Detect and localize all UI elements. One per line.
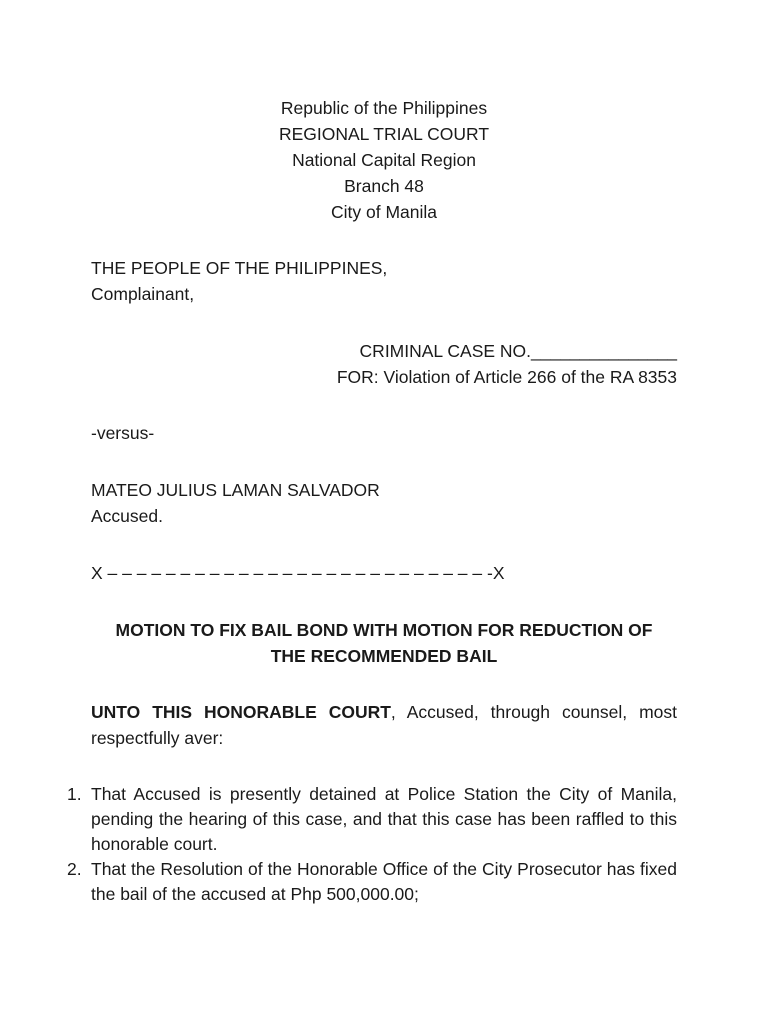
header-city: City of Manila [330,202,437,222]
list-item-number: 1. [67,784,82,804]
list-item-text: That the Resolution of the Honorable Office of the City Prosecutor has fixed the bail of the accused at Php 500,000.00; [91,859,677,904]
intro-text: , Accused, through counsel, most respectfully aver: [91,702,677,748]
list-item [67,857,677,907]
motion-title-line2: THE RECOMMENDED BAIL [270,646,498,666]
accused-role: Accused. [91,506,163,526]
header-court: REGIONAL TRIAL COURT [278,124,490,144]
plaintiff-name: THE PEOPLE OF THE PHILIPPINES, [91,258,388,278]
case-number: CRIMINAL CASE NO._______________ [359,341,677,361]
court-header [0,95,768,225]
list-item-number: 2. [67,859,82,879]
motion-title-line1: MOTION TO FIX BAIL BOND WITH MOTION FOR REDUCTION OF [115,620,653,640]
header-republic: Republic of the Philippines [280,98,488,118]
intro-bold: UNTO THIS HONORABLE COURT [91,702,391,722]
allegations-list [67,782,677,907]
caption-separator: X – – – – – – – – – – – – – – – – – – – – – – – – – – -X [91,563,505,583]
case-offense: FOR: Violation of Article 266 of the RA 8353 [336,367,677,387]
plaintiff-role: Complainant, [91,284,195,304]
header-region: National Capital Region [292,150,476,170]
intro-paragraph [91,699,677,751]
motion-title [91,617,677,669]
accused-name: MATEO JULIUS LAMAN SALVADOR [91,480,380,500]
list-item-text: That Accused is presently detained at Police Station the City of Manila, pending the hearing of this case, and that this case has been raffled to this honorable court. [91,784,677,854]
versus-label: -versus- [91,423,155,443]
list-item [67,782,677,857]
header-branch: Branch 48 [344,176,424,196]
